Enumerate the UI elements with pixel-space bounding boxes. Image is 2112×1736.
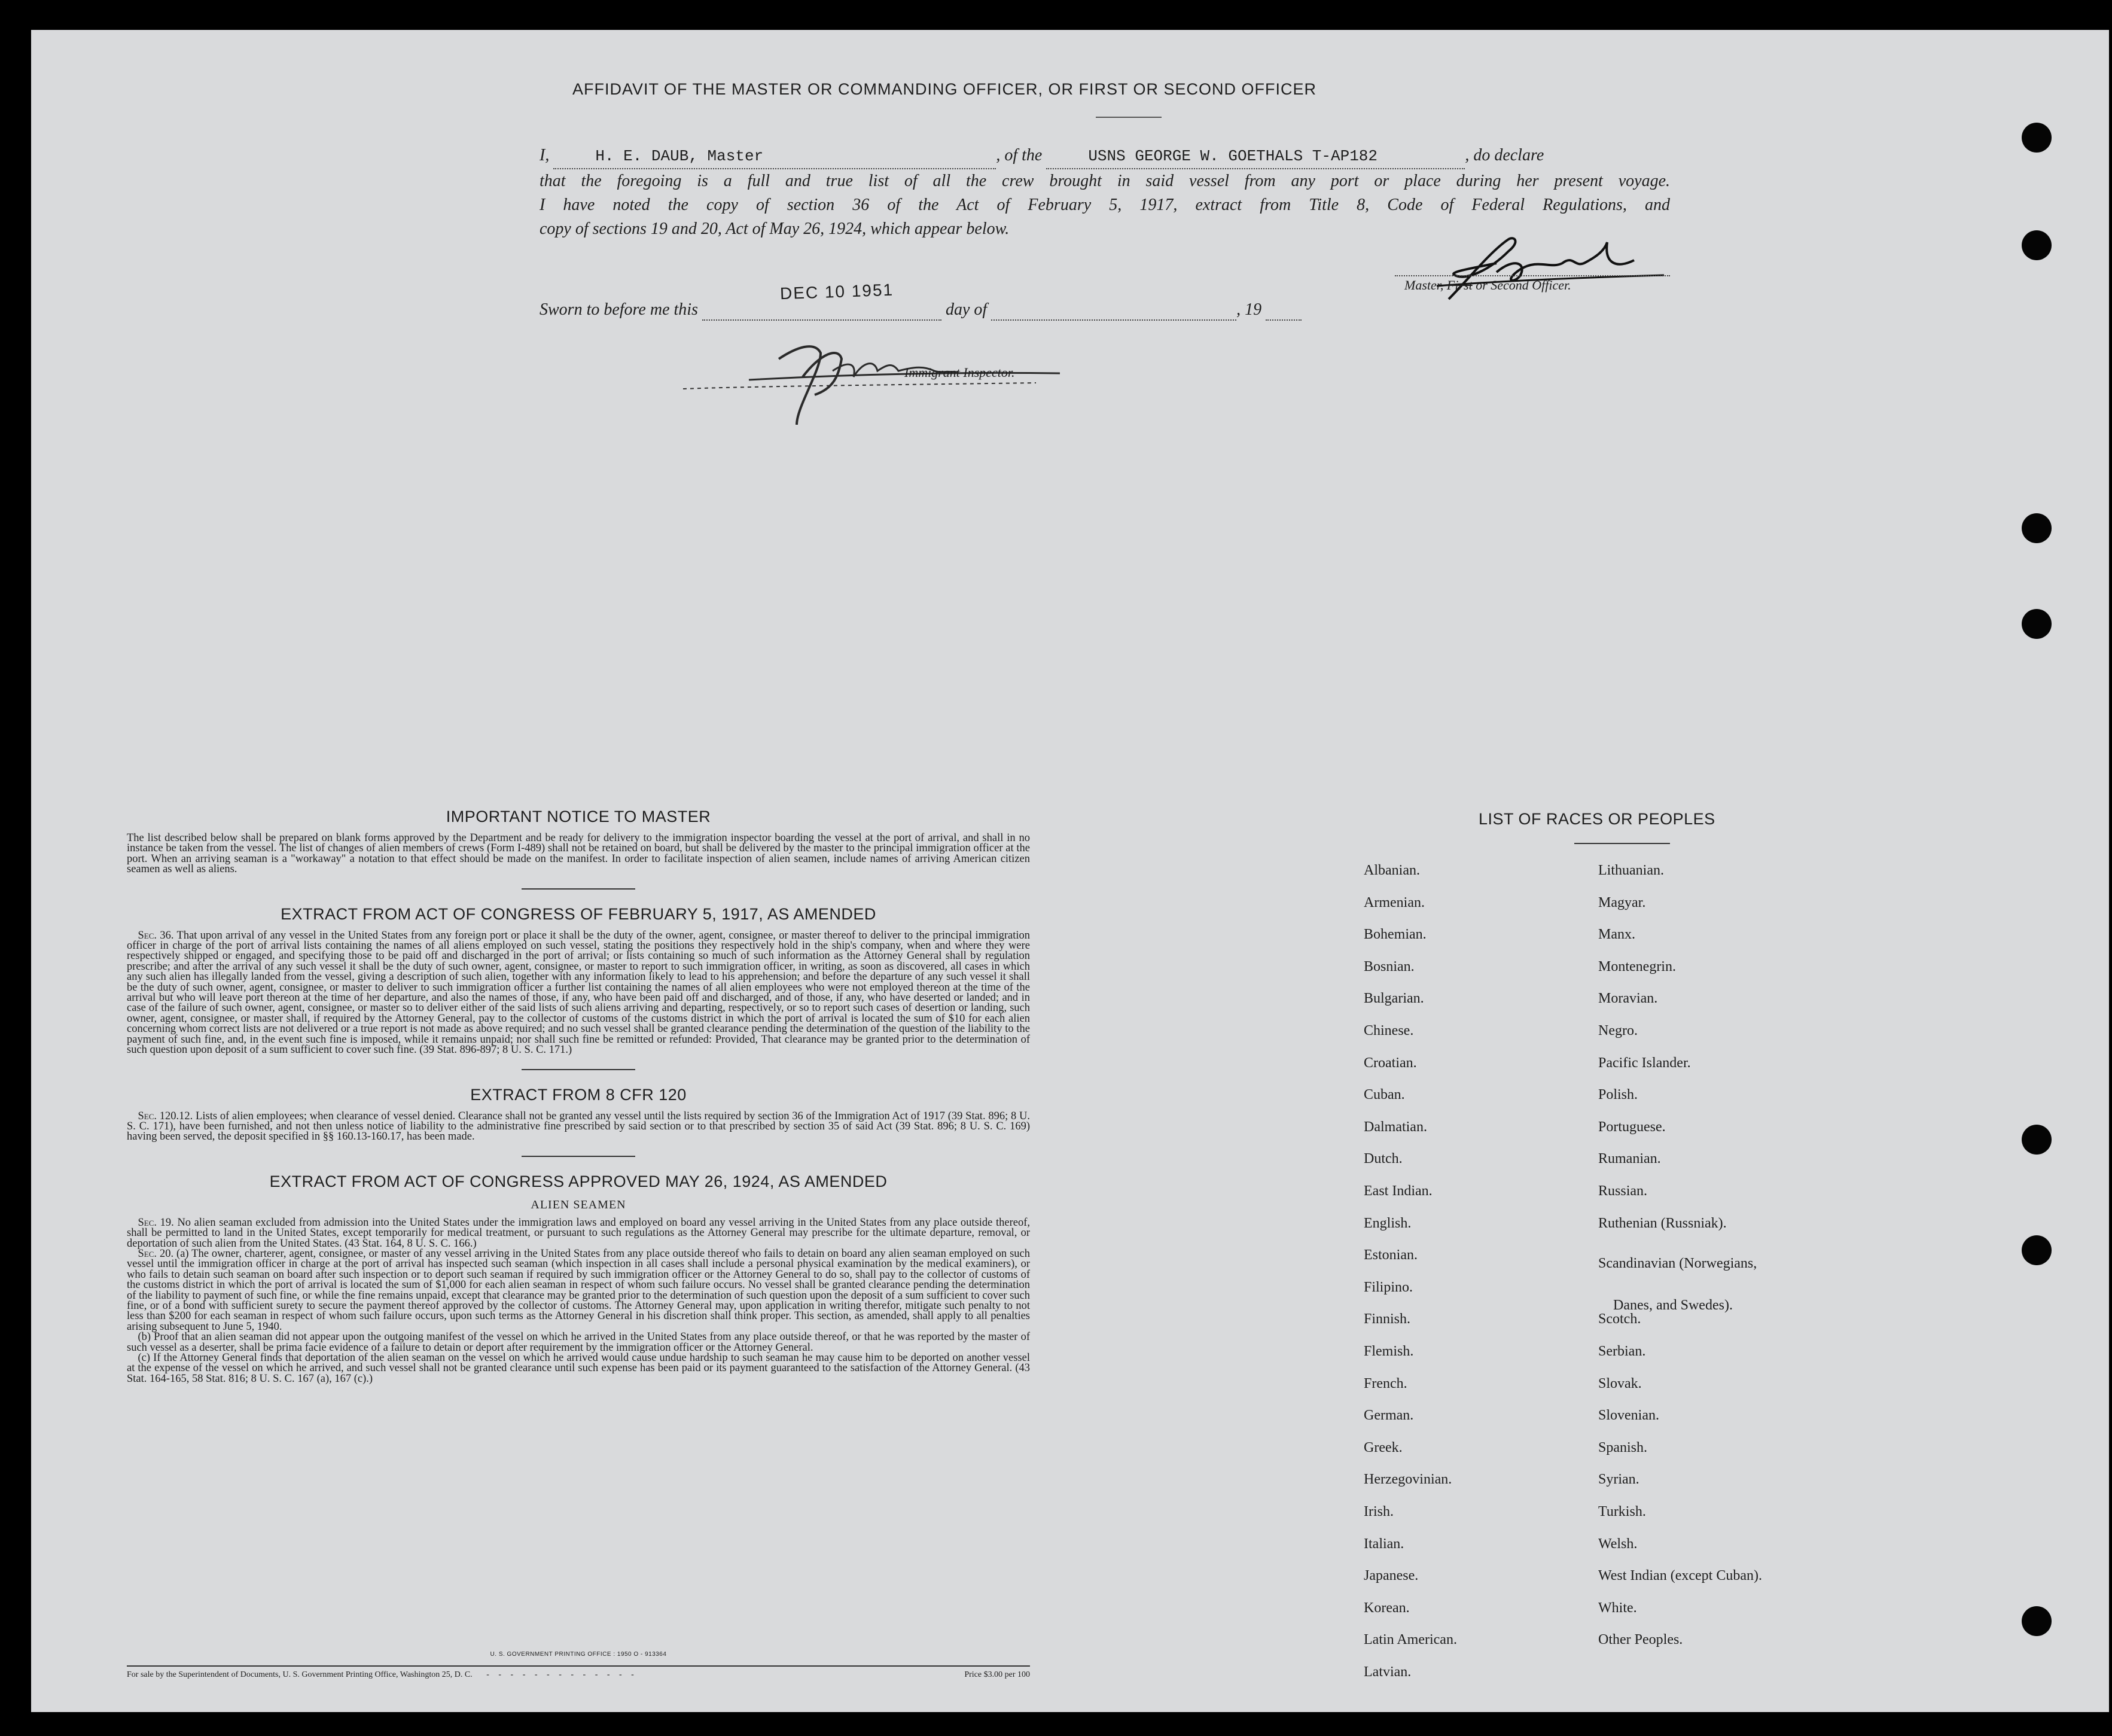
caption-rest: or Second Officer. (1476, 278, 1571, 293)
do-declare-label: , do declare (1465, 146, 1544, 165)
race-item: Syrian. (1598, 1472, 1639, 1488)
footer-left: For sale by the Superintendent of Documents, U. S. Government Printing Office, Washington 25, D. C. (127, 1670, 473, 1679)
sec-20c-text: (c) If the Attorney General finds that deportation of the alien seaman on the vessel on which he arrived would cause undue hardship to such seaman he may cause him to be deported on another vessel at the expense of the vessel on which he arrived, and such vessel shall not be granted clearance until such expense has been paid or its payment guaranteed to the satisfaction of the Attorney General. (43 Stat. 164-165, 58 Stat. 816; 8 U. S. C. 167 (a), 167 (c).) (127, 1352, 1030, 1385)
race-item: Moravian. (1598, 991, 1658, 1007)
race-item: Cuban. (1364, 1087, 1405, 1103)
form-page (31, 30, 2109, 1712)
race-item: English. (1364, 1215, 1412, 1231)
race-item: Irish. (1364, 1504, 1394, 1519)
race-item: Flemish. (1364, 1344, 1414, 1359)
race-item: Turkish. (1598, 1504, 1646, 1519)
race-item: Korean. (1364, 1600, 1410, 1616)
vessel-name-value: USNS GEORGE W. GOETHALS T-AP182 (1088, 147, 1378, 165)
races-divider (1574, 843, 1670, 844)
punch-hole (2022, 1235, 2052, 1265)
date-stamp: DEC 10 1951 (779, 280, 894, 303)
race-item: Rumanian. (1598, 1151, 1661, 1167)
section-label: Sec. 36. (138, 929, 174, 942)
sworn-date-field (702, 280, 941, 321)
extract-1917-text: That upon arrival of any vessel in the United States from any foreign port or place it shall be the duty of the owner, agent, consignee, or master thereof to deliver to the principal immigration officer in charge of the port of arrival lists containing the names of all aliens employed on such vessel, stating the positions they respectively hold in the ship's company, when and where they were respectively shipped or engaged, and specifying those to be paid off and discharged in the port of arrival; or lists containing so much of such information as the Attorney General shall by regulation prescribe; and after the arrival of any such vessel it shall be the duty of such owner, agent, consignee, or master to report to such immigration officer, in writing, as soon as discovered, all cases in which any such alien has illegally landed from the vessel, giving a description of such alien, together with any information likely to lead to his apprehension; and before the departure of any such vessel it shall be the duty of such owner, agent, consignee, or master to deliver to such immigration officer a further list containing the names of all alien employees who were not employed thereon at the time of the arrival but who will leave port thereon at the time of her departure, and also the names of those, if any, who have been paid off and discharged, and of those, if any, who have deserted or landed; and in case of the failure of such owner, agent, consignee, or master so to deliver either of the said lists of such aliens arriving and departing, respectively, or so to report such cases of desertion or landing, such owner, agent, consignee, or master shall, if required by the Attorney General, pay to the collector of customs of the customs district in which the port of arrival is located the sum of $10 for each alien concerning whom correct lists are not delivered or a true report is not made as above required; and no such vessel shall be granted clearance pending the determination of the question of the liability to the payment of such fine, and, in the event such fine is imposed, while it remains unpaid; nor shall such fine be remitted or refunded: Provided, That clearance may be granted prior to the determination of such question upon deposit of a sum sufficient to cover such fine. (39 Stat. 896-897; 8 U. S. C. 171.) (127, 929, 1031, 1056)
extract-cfr-body (127, 1111, 1030, 1143)
extract-1917-body (127, 931, 1030, 1056)
vessel-name-field (1046, 144, 1465, 169)
race-item: Scotch. (1598, 1311, 1641, 1327)
race-item: Magyar. (1598, 894, 1646, 910)
section-label: Sec. 120.12. (138, 1110, 193, 1122)
extract-cfr-text: Lists of alien employees; when clearance of vessel denied. Clearance shall not be granted any vessel until the lists required by section 36 of the Immigration Act of 1917 (39 Stat. 896; 8 U. S. C. 171), have been furnished, and not then unless notice of liability to the administrative fine prescribed by said section or to that prescribed by section 35 of said Act (39 Stat. 896; 8 U. S. C. 169) having been served, the deposit specified in §§ 160.13-160.17, has been made. (127, 1110, 1031, 1143)
race-item: Danes, and Swedes). (1613, 1297, 1733, 1313)
sworn-line (540, 280, 1407, 321)
inspector-signature (677, 323, 1108, 443)
punch-hole (2022, 230, 2052, 260)
race-item: Filipino. (1364, 1279, 1413, 1295)
race-item: Dalmatian. (1364, 1119, 1427, 1135)
race-item: Slovenian. (1598, 1408, 1659, 1424)
master-signature-caption (1404, 278, 1571, 293)
notice-column (127, 808, 1030, 1384)
day-of-label: day of (945, 300, 988, 319)
section-label: Sec. 20. (138, 1247, 174, 1260)
race-item: Montenegrin. (1598, 958, 1676, 974)
race-item: Portuguese. (1598, 1119, 1666, 1135)
section-label: Sec. 19. (138, 1216, 174, 1229)
race-item: Dutch. (1364, 1151, 1403, 1167)
race-item: White. (1598, 1600, 1637, 1616)
declaration (540, 144, 1670, 241)
race-item: East Indian. (1364, 1183, 1433, 1199)
footer-dashes: - - - - - - - - - - - - - (486, 1670, 638, 1679)
race-item: French. (1364, 1375, 1407, 1391)
race-item: Serbian. (1598, 1344, 1646, 1359)
footer-rule (127, 1665, 1030, 1667)
race-item: Other Peoples. (1598, 1632, 1683, 1648)
race-item: Greek. (1364, 1439, 1403, 1455)
sec-20b-paragraph (127, 1332, 1030, 1353)
race-item: German. (1364, 1408, 1414, 1424)
sec-20c-paragraph (127, 1353, 1030, 1384)
master-name-value: H. E. DAUB, Master (595, 147, 764, 165)
notice-body: The list described below shall be prepared on blank forms approved by the Department and be ready for delivery to the immigration inspector boarding the vessel at the port of arrival, and shall in no instance be taken from the vessel. The list of changes of alien members of crews (Form I-489) shall not be retained on board, but shall be delivered by the master to the principal immigration officer at the port. When an arriving seaman is a "workaway" a notation to that effect should be made on the manifest. In order to facilitate inspection of alien seamen, include names of arriving American citizen seamen as well as aliens. (127, 832, 1030, 876)
declaration-line-3: I have noted the copy of section 36 of the Act of February 5, 1917, extract from Title 8, Code of Federal Regulations, and (540, 196, 1670, 214)
i-label: I, (540, 146, 550, 165)
race-item: Latvian. (1364, 1664, 1412, 1680)
master-name-field (553, 144, 996, 169)
alien-seamen-subheading: ALIEN SEAMEN (531, 1198, 626, 1211)
punch-hole (2022, 123, 2052, 153)
top-rule (1096, 117, 1162, 118)
month-field (991, 300, 1236, 321)
race-item: Latin American. (1364, 1632, 1457, 1648)
punch-hole (2022, 1606, 2052, 1636)
race-item: Ruthenian (Russniak). (1598, 1215, 1727, 1231)
race-item: Bulgarian. (1364, 991, 1424, 1007)
affidavit-title: AFFIDAVIT OF THE MASTER OR COMMANDING OFFICER, OR FIRST OR SECOND OFFICER (572, 80, 1317, 98)
race-item: Finnish. (1364, 1311, 1411, 1327)
race-item: Russian. (1598, 1183, 1648, 1199)
sec-19-paragraph (127, 1218, 1030, 1249)
caption-struck: First (1446, 278, 1473, 293)
race-item: Albanian. (1364, 863, 1420, 878)
race-item: Polish. (1598, 1087, 1638, 1103)
punch-hole (2022, 513, 2052, 543)
race-item: Bohemian. (1364, 927, 1427, 943)
race-item: Armenian. (1364, 894, 1425, 910)
race-item: Welsh. (1598, 1536, 1638, 1552)
punch-hole (2022, 609, 2052, 639)
year-field (1266, 300, 1302, 321)
race-item: Japanese. (1364, 1568, 1419, 1584)
sec-19-text: No alien seaman excluded from admission into the United States under the immigration laws and employed on board any vessel arriving in the United States from any place outside thereof, shall be permitted to land in the United States, except temporarily for medical treatment, or pursuant to such regulations as the Attorney General may prescribe for the ultimate departure, removal, or deportation of such alien from the United States. (43 Stat. 164, 8 U. S. C. 166.) (127, 1216, 1031, 1250)
sec-20a-text: (a) The owner, charterer, agent, consignee, or master of any vessel arriving in the United States from any place outside thereof who fails to detain on board any alien seaman employed on such vessel until the immigration officer in charge at the port of arrival has inspected such seaman (which inspection in all cases shall include a personal physical examination by the medical examiners), or who fails to detain such seaman on board after such inspection or to deport such seaman if required by such immigration officer or the Attorney General to do so, shall pay to the collector of customs of the customs district in which the port of arrival is located the sum of $1,000 for each alien seaman in respect of whom such failure occurs. No vessel shall be granted clearance pending the determination of the liability to payment of such fine, or while the fine remains unpaid, except that clearance may be granted prior to the determination of such question upon the deposit of a sum sufficient to cover such fine, or of a bond with sufficient surety to secure the payment thereof approved by the collector of customs. The Attorney General may, upon application in writing therefor, mitigate such penalty to not less than $200 for each seaman in respect of whom such failure occurs, upon such terms as the Attorney General in his discretion shall think proper. This section, as amended, shall apply to all penalties arising subsequent to June 5, 1940. (127, 1247, 1030, 1333)
section-divider (522, 1069, 635, 1070)
race-item: Italian. (1364, 1536, 1404, 1552)
section-divider (522, 1156, 635, 1157)
extract-1917-heading: EXTRACT FROM ACT OF CONGRESS OF FEBRUARY 5, 1917, AS AMENDED (281, 904, 876, 923)
sec-20a-paragraph (127, 1249, 1030, 1332)
race-item: Scandinavian (Norwegians, (1598, 1256, 1757, 1272)
race-item: Chinese. (1364, 1023, 1414, 1038)
sworn-label: Sworn to before me this (540, 300, 698, 319)
race-item: West Indian (except Cuban). (1598, 1568, 1762, 1584)
of-the-label: , of the (996, 146, 1043, 165)
race-item: Lithuanian. (1598, 863, 1664, 878)
footer (127, 1670, 1030, 1680)
extract-cfr-heading: EXTRACT FROM 8 CFR 120 (470, 1085, 687, 1104)
gpo-imprint: U. S. GOVERNMENT PRINTING OFFICE : 1950 O - 913364 (490, 1651, 667, 1658)
notice-heading: IMPORTANT NOTICE TO MASTER (446, 808, 711, 826)
race-item: Bosnian. (1364, 958, 1415, 974)
punch-hole (2022, 1125, 2052, 1155)
race-item: Manx. (1598, 927, 1635, 943)
master-signature-line (1395, 275, 1670, 276)
section-divider (522, 888, 635, 890)
race-item: Slovak. (1598, 1375, 1642, 1391)
race-item: Negro. (1598, 1023, 1638, 1038)
year-prefix: , 19 (1236, 300, 1262, 319)
caption-master: Master, (1404, 278, 1444, 293)
race-item: Spanish. (1598, 1439, 1648, 1455)
races-heading: LIST OF RACES OR PEOPLES (1479, 810, 1715, 828)
extract-1924-heading: EXTRACT FROM ACT OF CONGRESS APPROVED MAY 26, 1924, AS AMENDED (269, 1172, 888, 1190)
race-item: Pacific Islander. (1598, 1055, 1691, 1071)
declaration-line-4: copy of sections 19 and 20, Act of May 26, 1924, which appear below. (540, 220, 1010, 238)
sec-20b-text: (b) Proof that an alien seaman did not appear upon the outgoing manifest of the vessel on which he arrived in the United States from any place outside thereof, or that he was reported by the master of such vessel as a deserter, shall be prima facie evidence of a failure to detain or deport after requirement by the immigration officer or the Attorney General. (127, 1331, 1030, 1354)
master-signature (1425, 227, 1676, 311)
race-item: Herzegovinian. (1364, 1472, 1452, 1488)
race-item: Estonian. (1364, 1247, 1418, 1263)
footer-price: Price $3.00 per 100 (964, 1670, 1030, 1679)
inspector-caption: Immigrant Inspector. (904, 365, 1015, 380)
declaration-line-2: that the foregoing is a full and true list of all the crew brought in said vessel from any port or place during her present voyage. (540, 172, 1670, 190)
race-item: Croatian. (1364, 1055, 1417, 1071)
